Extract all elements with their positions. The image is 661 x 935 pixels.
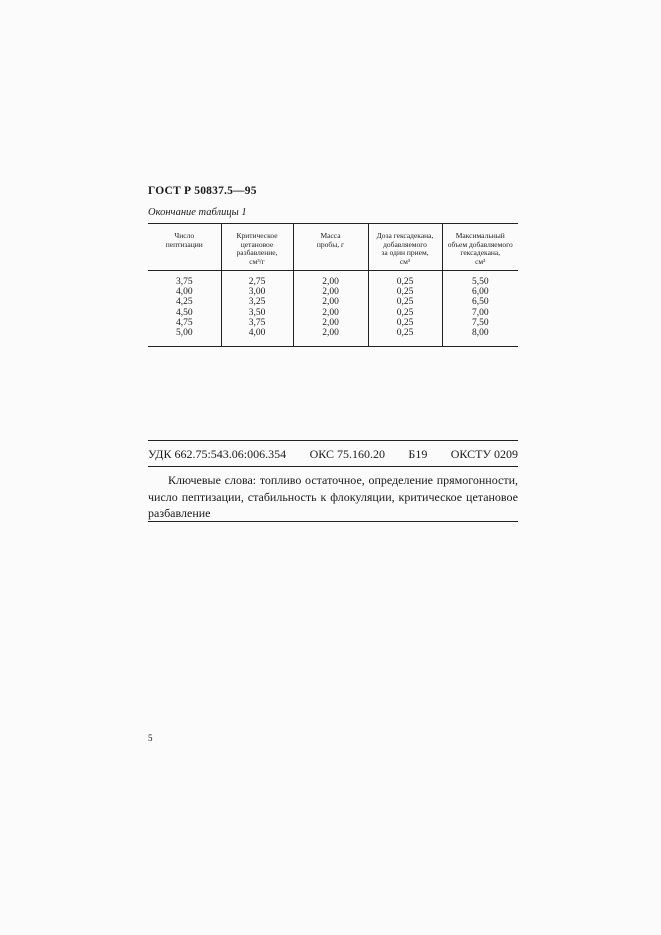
table-cell: 0,25 [368,308,442,318]
oks-code: ОКС 75.160.20 [309,447,385,461]
table-cell: 4,50 [175,307,193,318]
table-cell: 7,00 [442,308,518,318]
table-row [148,271,518,288]
table-cell: 6,50 [442,297,518,307]
udk-code: УДК 662.75:543.06:006.354 [148,447,287,461]
table-cell: 0,25 [368,297,442,307]
table-cell: 4,25 [175,297,193,308]
keywords-paragraph: Ключевые слова: топливо остаточное, определение прямогонности, число пептизации, стабильность к флокуляции, критическое цетановое разбавление [148,473,518,520]
table-cell: 0,25 [368,328,442,347]
header-critical-cetane-dilution: Критическое цетановое разбавление, см³/г [221,224,293,271]
table-cell: 2,00 [293,308,368,318]
table-cell: 4,00 [175,287,193,298]
table-row [148,287,518,297]
table-cell: 5,50 [442,271,518,288]
table-cell: 2,75 [221,271,293,288]
okstu-code: ОКСТУ 0209 [450,447,518,461]
table-cell: 3,00 [221,287,293,297]
data-table [148,223,518,347]
top-divider [148,440,518,441]
header-peptization-number: Число пептизации [148,224,221,271]
header-hexadecane-dose: Доза гексадекана, добавляемого за один прием, см³ [368,224,442,271]
table-cell: 2,00 [293,287,368,297]
header-sample-mass: Масса пробы, г [293,224,368,271]
table-cell: 2,00 [293,318,368,328]
group-code: Б19 [408,447,428,461]
header-max-hexadecane-volume: Максимальный объем добавляемого гексадекана, см³ [442,224,518,271]
table-cell: 3,50 [221,308,293,318]
middle-divider [148,466,518,467]
table-header-row [148,224,518,271]
table-cell: 2,00 [293,271,368,288]
table-cell: 6,00 [442,287,518,297]
page-number: 5 [148,733,153,743]
table-row [148,308,518,318]
table-cell: 2,00 [293,328,368,347]
table-cell: 5,00 [175,328,193,339]
table-cell: 3,75 [175,277,193,287]
table-cell: 8,00 [442,328,518,347]
table-cell: 4,75 [175,317,193,328]
table-row [148,297,518,307]
table-cell: 0,25 [368,271,442,288]
table-cell: 4,00 [221,328,293,347]
table-cell: 0,25 [368,287,442,297]
table-cell: 3,75 [221,318,293,328]
table-cell: 0,25 [368,318,442,328]
bottom-divider [148,521,518,522]
table-row [148,318,518,328]
standard-designation: ГОСТ Р 50837.5—95 [148,185,257,197]
table-cell: 7,50 [442,318,518,328]
table-cell: 2,00 [293,297,368,307]
data-table-wrapper [148,223,518,347]
table-caption: Окончание таблицы 1 [148,207,247,218]
classification-line [148,447,518,462]
table-cell: 3,25 [221,297,293,307]
table-row [148,328,518,347]
